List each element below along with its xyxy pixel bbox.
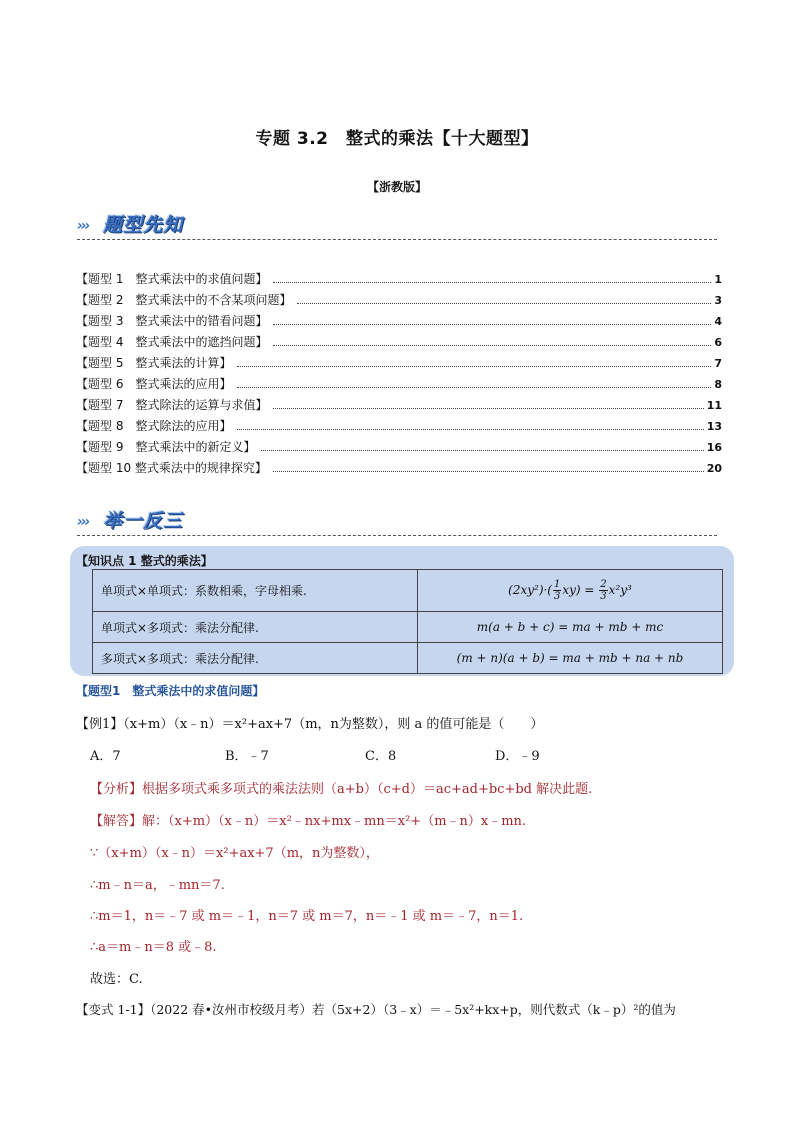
toc-page: 1 [714, 273, 722, 286]
toc-leader [273, 471, 704, 472]
toc-leader [237, 366, 711, 367]
table-row [93, 643, 723, 674]
toc-label: 【题型 8 整式除法的应用】 [76, 419, 232, 433]
choice-a[interactable]: A．7 [90, 749, 121, 764]
toc-label: 【题型 4 整式乘法中的遮挡问题】 [76, 335, 268, 349]
answer-line: 【解答】解：（x+m）（x﹣n）＝x²﹣nx+mx﹣mn＝x²+（m﹣n）x﹣mn. [90, 814, 527, 829]
toc-page: 11 [706, 399, 722, 412]
table-row [93, 612, 723, 643]
analysis-text: 【分析】根据多项式乘多项式的乘法法则（a+b）（c+d）＝ac+ad+bc+bd 解决此题. [90, 782, 593, 797]
conclusion-text: 故选：C. [90, 972, 143, 987]
toc-label: 【题型 10 整式乘法中的规律探究】 [76, 461, 267, 475]
banner-arrows-icon: ››› [77, 218, 89, 234]
fraction-denominator: 3 [600, 591, 607, 602]
toc-leader [273, 324, 711, 325]
edition-label: 【浙教版】 [366, 180, 427, 194]
divider [77, 535, 717, 536]
fraction [599, 579, 607, 602]
toc-label: 【题型 1 整式乘法中的求值问题】 [76, 272, 268, 286]
toc-entry[interactable] [76, 459, 722, 480]
fraction [553, 579, 561, 602]
choice-c[interactable]: C．8 [365, 749, 397, 764]
rule-cell: 单项式×单项式：系数相乘，字母相乘. [93, 570, 418, 612]
banner-title: 题型先知 [103, 214, 184, 236]
toc-entry[interactable] [76, 438, 722, 459]
toc-entry[interactable] [76, 333, 722, 354]
formula-cell: m(a + b + c) = ma + mb + mc [418, 612, 723, 643]
toc-page: 7 [714, 357, 722, 370]
answer-line: ∴a＝m﹣n＝8 或﹣8. [90, 940, 217, 955]
toc-leader [237, 429, 703, 430]
section-heading: 【题型1 整式乘法中的求值问题】 [76, 684, 265, 698]
toc-label: 【题型 7 整式除法的运算与求值】 [76, 398, 268, 412]
answer-line: ∵（x+m）（x﹣n）＝x²+ax+7（m，n为整数）， [90, 846, 379, 861]
toc-leader [237, 387, 711, 388]
toc-label: 【题型 9 整式乘法中的新定义】 [76, 440, 256, 454]
formula-cell [418, 570, 723, 612]
table-row [93, 570, 723, 612]
toc-page: 16 [706, 441, 722, 454]
toc-entry[interactable] [76, 417, 722, 438]
banner-arrows-icon: ››› [77, 514, 89, 530]
toc-leader [273, 282, 711, 283]
example-question: 【例1】（x+m）（x﹣n）＝x²+ax+7（m，n为整数），则 a 的值可能是（ ） [76, 717, 544, 732]
table-of-contents [76, 270, 722, 480]
rule-cell: 单项式×多项式：乘法分配律. [93, 612, 418, 643]
practice-banner [77, 504, 717, 536]
rule-cell: 多项式×多项式：乘法分配律. [93, 643, 418, 674]
toc-leader [273, 408, 703, 409]
toc-entry[interactable] [76, 396, 722, 417]
fraction-numerator: 2 [600, 579, 607, 590]
formula-cell: (m + n)(a + b) = ma + mb + na + nb [418, 643, 723, 674]
formula-part: x²y³ [608, 583, 632, 597]
choice-d[interactable]: D．﹣9 [495, 749, 540, 764]
toc-page: 20 [706, 462, 722, 475]
preview-banner [77, 208, 717, 240]
knowledge-heading: 【知识点 1 整式的乘法】 [76, 554, 213, 568]
answer-line: ∴m﹣n＝a，﹣mn＝7. [90, 878, 225, 893]
toc-label: 【题型 6 整式乘法的应用】 [76, 377, 232, 391]
toc-entry[interactable] [76, 291, 722, 312]
divider [77, 239, 717, 240]
knowledge-table [92, 569, 723, 674]
toc-label: 【题型 3 整式乘法中的错看问题】 [76, 314, 268, 328]
toc-leader [297, 303, 711, 304]
toc-entry[interactable] [76, 312, 722, 333]
formula-part: (2xy²)·( [508, 583, 552, 597]
fraction-numerator: 1 [554, 579, 561, 590]
toc-leader [273, 345, 711, 346]
variant-question: 【变式 1-1】（2022 春•汝州市校级月考）若（5x+2）（3﹣x）＝﹣5x²+kx+p，则代数式（k﹣p）²的值为 [76, 1002, 676, 1017]
formula-part: xy) = [562, 583, 599, 597]
toc-page: 6 [714, 336, 722, 349]
toc-page: 8 [714, 378, 722, 391]
fraction-denominator: 3 [554, 591, 561, 602]
toc-page: 13 [706, 420, 722, 433]
banner-title: 举一反三 [103, 510, 184, 532]
toc-leader [261, 450, 703, 451]
toc-page: 4 [714, 315, 722, 328]
toc-label: 【题型 5 整式乘法的计算】 [76, 356, 232, 370]
toc-label: 【题型 2 整式乘法中的不含某项问题】 [76, 293, 292, 307]
toc-entry[interactable] [76, 270, 722, 291]
document-title: 专题 3.2 整式的乘法【十大题型】 [255, 129, 539, 149]
choice-b[interactable]: B．﹣7 [225, 749, 269, 764]
answer-line: ∴m＝1，n＝﹣7 或 m＝﹣1，n＝7 或 m＝7，n＝﹣1 或 m＝﹣7，n＝1. [90, 909, 524, 924]
toc-page: 3 [714, 294, 722, 307]
toc-entry[interactable] [76, 375, 722, 396]
toc-entry[interactable] [76, 354, 722, 375]
